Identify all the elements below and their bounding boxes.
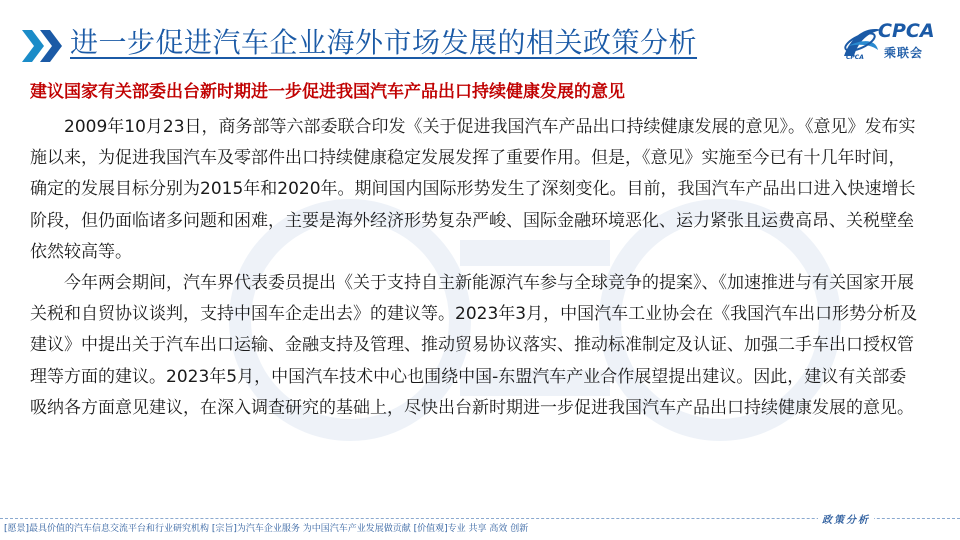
double-chevron-icon bbox=[22, 30, 66, 62]
footer-slogan: [愿景]最具价值的汽车信息交流平台和行业研究机构 [宗旨]为汽车企业服务 为中国汽车产业发展做贡献 [价值观]专业 共享 高效 创新 bbox=[4, 524, 529, 534]
section-subtitle: 建议国家有关部委出台新时期进一步促进我国汽车产品出口持续健康发展的意见 bbox=[30, 82, 625, 102]
footer-section-label: 政策分析 bbox=[818, 511, 874, 526]
logo-subtext: 乘联会 bbox=[884, 46, 924, 60]
body-text bbox=[30, 112, 920, 424]
page-title: 进一步促进汽车企业海外市场发展的相关政策分析 bbox=[70, 26, 698, 59]
paragraph-2: 今年两会期间，汽车界代表委员提出《关于支持自主新能源汽车参与全球竞争的提案》、《加速推进与有关国家开展关税和自贸协议谈判，支持中国车企走出去》的建议等。2023年3月，中国汽车工业协会在《我国汽车出口形势分析及建议》中提出关于汽车出口运输、金融支持及管理、推动贸易协议落实、推动标准制定及认证、加强二手车出口授权管理等方面的建议。2023年5月，中国汽车技术中心也围绕中国-东盟汽车产业合作展望提出建议。因此，建议有关部委吸纳各方面意见建议，在深入调查研究的基础上，尽快出台新时期进一步促进我国汽车产品出口持续健康发展的意见。 bbox=[30, 273, 918, 418]
paragraph-1: 2009年10月23日，商务部等六部委联合印发《关于促进我国汽车产品出口持续健康发展的意见》。《意见》发布实施以来，为促进我国汽车及零部件出口持续健康稳定发展发挥了重要作用。但是，《意见》实施至今已有十几年时间，确定的发展目标分别为2015年和2020年。期间国内国际形势发生了深刻变化。目前，我国汽车产品出口进入快速增长阶段，但仍面临诸多问题和困难，主要是海外经济形势复杂严峻、国际金融环境恶化、运力紧张且运费高昂、关税壁垒依然较高等。 bbox=[30, 117, 916, 262]
logo-small-text: CPCA bbox=[846, 54, 864, 61]
logo-text: CPCA bbox=[878, 20, 935, 42]
footer-divider bbox=[0, 518, 960, 520]
